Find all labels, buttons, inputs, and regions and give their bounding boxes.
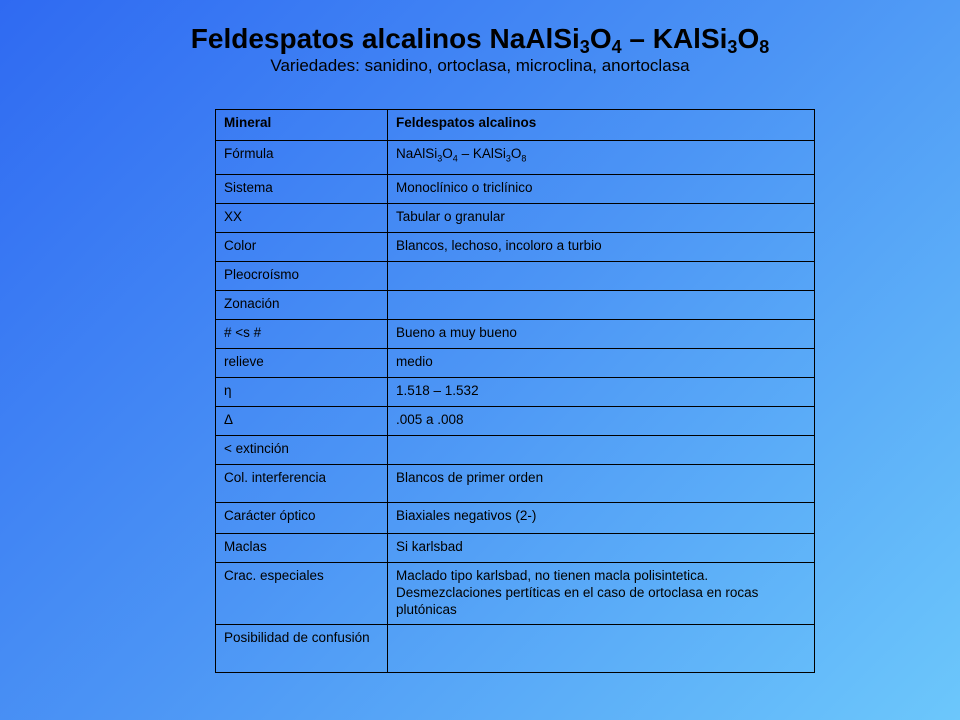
property-label: Maclas	[216, 534, 388, 563]
property-label: Color	[216, 233, 388, 262]
property-value	[388, 291, 815, 320]
property-value: Si karlsbad	[388, 534, 815, 563]
formula-subscript: 3	[579, 37, 590, 57]
property-value: Bueno a muy bueno	[388, 320, 815, 349]
table-row	[216, 233, 815, 262]
property-value: Tabular o granular	[388, 204, 815, 233]
table-row	[216, 175, 815, 204]
property-label: η	[216, 378, 388, 407]
table-row	[216, 141, 815, 175]
formula-subscript: 8	[759, 37, 770, 57]
property-label: Fórmula	[216, 141, 388, 175]
formula-text: – KAlSi	[457, 146, 506, 161]
property-value	[388, 436, 815, 465]
property-value: Maclado tipo karlsbad, no tienen macla polisintetica. Desmezclaciones pertíticas en el caso de ortoclasa en rocas plutónicas	[388, 563, 815, 625]
property-label: Posibilidad de confusión	[216, 625, 388, 673]
mineral-properties-table	[215, 109, 815, 673]
table-row	[216, 204, 815, 233]
table-row	[216, 407, 815, 436]
slide-subtitle: Variedades: sanidino, ortoclasa, microclina, anortoclasa	[270, 56, 690, 75]
table-row	[216, 378, 815, 407]
table-header-row	[216, 110, 815, 141]
formula-text: NaAlSi	[396, 146, 438, 161]
property-label: Col. interferencia	[216, 465, 388, 503]
table-row	[216, 349, 815, 378]
table-row	[216, 534, 815, 563]
property-label: Pleocroísmo	[216, 262, 388, 291]
property-label: relieve	[216, 349, 388, 378]
property-label: Carácter óptico	[216, 503, 388, 534]
formula-text: O	[442, 146, 453, 161]
property-value: 1.518 – 1.532	[388, 378, 815, 407]
property-label: Δ	[216, 407, 388, 436]
table-row	[216, 563, 815, 625]
formula-subscript: 3	[437, 153, 443, 164]
table-row	[216, 291, 815, 320]
table-row	[216, 320, 815, 349]
formula-subscript: 8	[521, 153, 527, 164]
header-cell-mineral: Mineral	[216, 110, 388, 141]
table-row	[216, 503, 815, 534]
property-value: Blancos, lechoso, incoloro a turbio	[388, 233, 815, 262]
formula-text: O	[510, 146, 522, 161]
property-value: medio	[388, 349, 815, 378]
property-label: Zonación	[216, 291, 388, 320]
table-row	[216, 465, 815, 503]
formula-subscript: 3	[727, 37, 738, 57]
property-value	[388, 262, 815, 291]
header-cell-value: Feldespatos alcalinos	[388, 110, 815, 141]
formula-text: O	[737, 23, 760, 54]
formula-text: – KAlSi	[621, 23, 728, 54]
property-value	[388, 141, 815, 175]
formula-text: O	[589, 23, 612, 54]
property-label: # <s #	[216, 320, 388, 349]
table-row	[216, 625, 815, 673]
table-row	[216, 262, 815, 291]
formula-subscript: 4	[452, 153, 458, 164]
formula-text: Feldespatos alcalinos NaAlSi	[190, 23, 580, 54]
slide-title	[0, 22, 960, 56]
property-value: Biaxiales negativos (2-)	[388, 503, 815, 534]
formula-subscript: 4	[611, 37, 622, 57]
property-value: .005 a .008	[388, 407, 815, 436]
table-row	[216, 436, 815, 465]
slide-header	[0, 22, 960, 76]
property-label: XX	[216, 204, 388, 233]
property-label: Sistema	[216, 175, 388, 204]
property-label: < extinción	[216, 436, 388, 465]
property-label: Crac. especiales	[216, 563, 388, 625]
property-value: Monoclínico o triclínico	[388, 175, 815, 204]
property-value	[388, 625, 815, 673]
formula-subscript: 3	[505, 153, 511, 164]
property-value: Blancos de primer orden	[388, 465, 815, 503]
